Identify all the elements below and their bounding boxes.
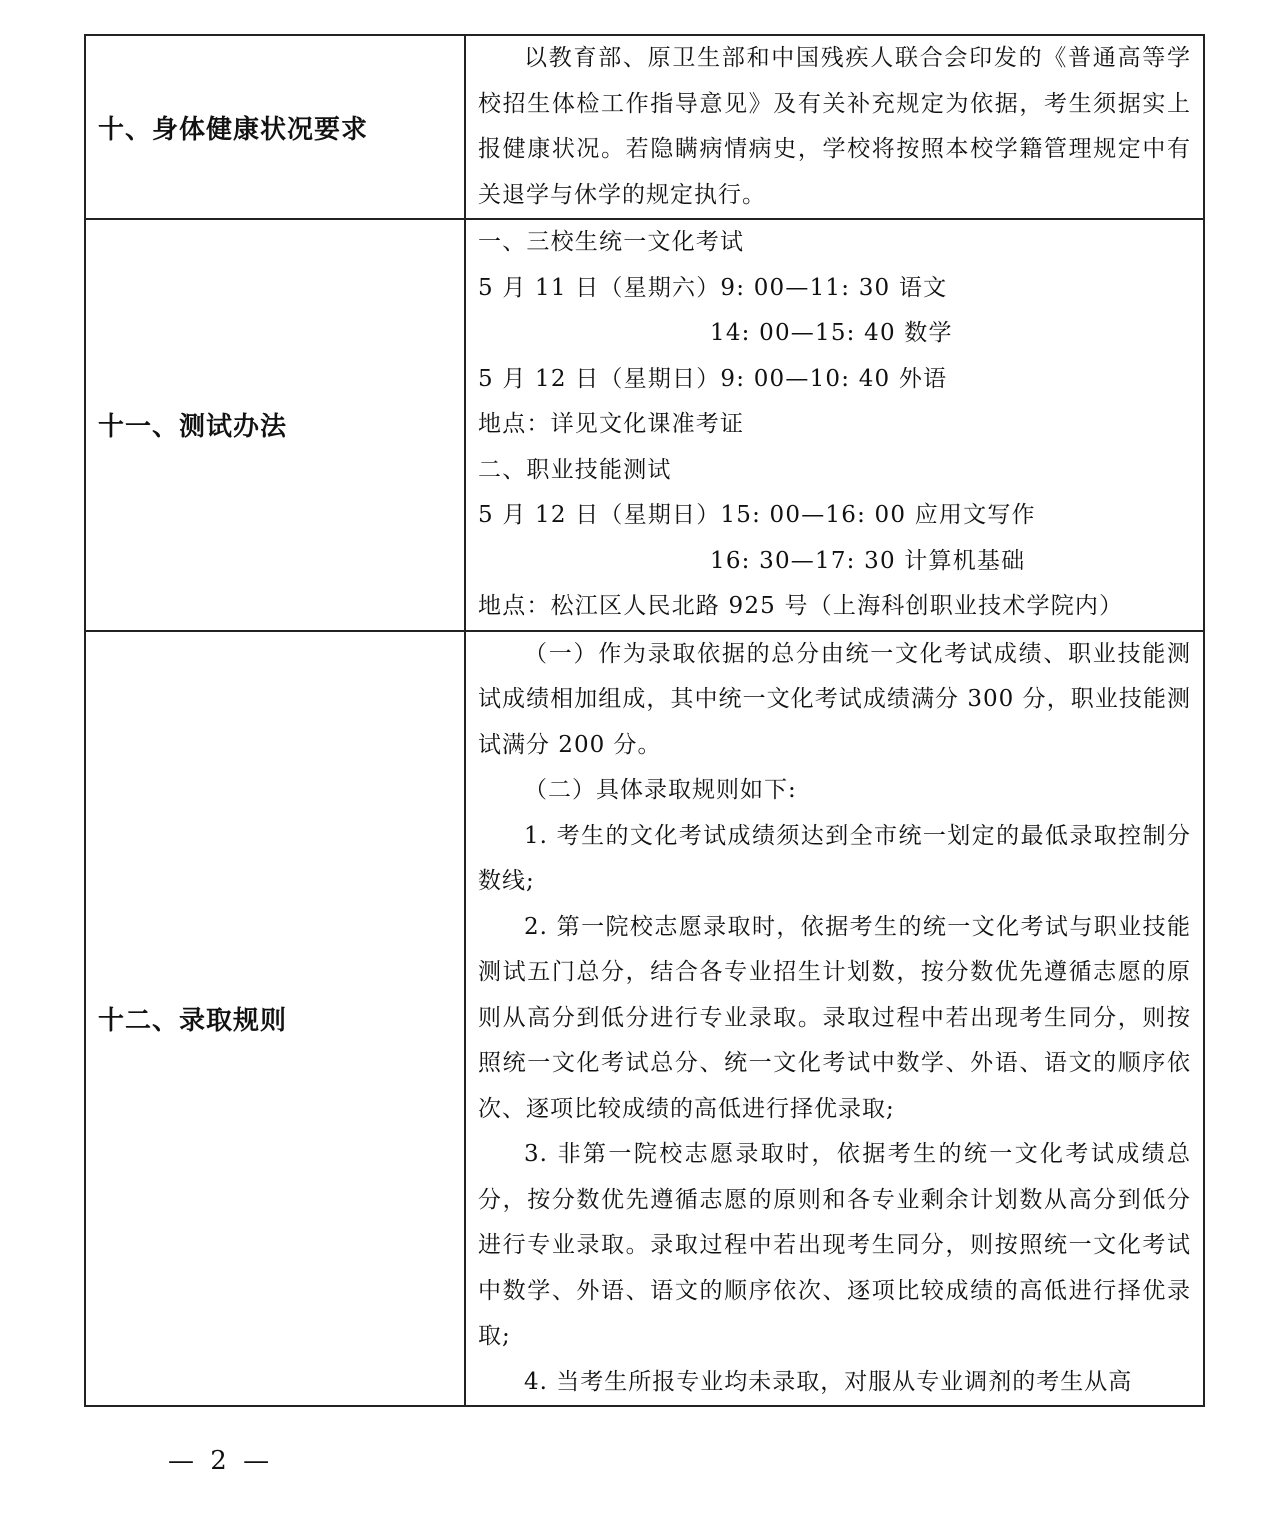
rule-paragraph: （一）作为录取依据的总分由统一文化考试成绩、职业技能测试成绩相加组成，其中统一文化考试成绩满分 300 分，职业技能测试满分 200 分。 xyxy=(478,640,1191,758)
skill-location-line: 地点：松江区人民北路 925 号（上海科创职业技术学院内） xyxy=(478,593,1124,619)
row-label-test-method: 十一、测试办法 xyxy=(98,412,288,443)
requirements-table xyxy=(84,34,1205,1407)
rule-paragraph: 1. 考生的文化考试成绩须达到全市统一划定的最低录取控制分数线; xyxy=(478,822,1191,894)
table-row-admission-rules xyxy=(85,631,1204,1407)
row-label-cell xyxy=(85,35,465,219)
row-label-health: 十、身体健康状况要求 xyxy=(98,114,369,145)
rule-paragraph: 4. 当考生所报专业均未录取，对服从专业调剂的考生从高 xyxy=(524,1368,1133,1395)
row-content-cell xyxy=(465,35,1204,219)
exam-section-heading: 一、三校生统一文化考试 xyxy=(478,229,745,255)
table-row-health xyxy=(85,35,1204,219)
table-row-test-method xyxy=(85,219,1204,631)
health-paragraph: 以教育部、原卫生部和中国残疾人联合会印发的《普通高等学校招生体检工作指导意见》及有关补充规定为依据，考生须据实上报健康状况。若隐瞒病情病史，学校将按照本校学籍管理规定中有关退学与休学的规定执行。 xyxy=(478,45,1191,208)
row-content-cell xyxy=(465,631,1204,1407)
rule-paragraph: 2. 第一院校志愿录取时，依据考生的统一文化考试与职业技能测试五门总分，结合各专业招生计划数，按分数优先遵循志愿的原则从高分到低分进行专业录取。录取过程中若出现考生同分，则按照统一文化考试总分、统一文化考试中数学、外语、语文的顺序依次、逐项比较成绩的高低进行择优录取; xyxy=(478,913,1191,1122)
exam-schedule-line: 5 月 12 日（星期日）9: 00—10: 40 外语 xyxy=(478,365,948,392)
page-number: — 2 — xyxy=(168,1446,274,1476)
exam-location-line: 地点：详见文化课准考证 xyxy=(478,411,745,437)
skill-schedule-line: 5 月 12 日（星期日）15: 00—16: 00 应用文写作 xyxy=(478,502,1036,528)
row-label-cell xyxy=(85,219,465,631)
row-content-cell xyxy=(465,219,1204,631)
skill-test-heading: 二、职业技能测试 xyxy=(478,456,672,483)
exam-schedule-line: 5 月 11 日（星期六）9: 00—11: 30 语文 xyxy=(478,274,948,301)
row-label-admission-rules: 十二、录取规则 xyxy=(98,1005,288,1036)
skill-schedule-line: 16: 30—17: 30 计算机基础 xyxy=(710,547,1026,574)
rule-paragraph: （二）具体录取规则如下: xyxy=(524,777,797,803)
rule-paragraph: 3. 非第一院校志愿录取时，依据考生的统一文化考试成绩总分，按分数优先遵循志愿的原则和各专业剩余计划数从高分到低分进行专业录取。录取过程中若出现考生同分，则按照统一文化考试中数学、外语、语文的顺序依次、逐项比较成绩的高低进行择优录取; xyxy=(478,1141,1191,1349)
row-label-cell xyxy=(85,631,465,1407)
exam-schedule-line: 14: 00—15: 40 数学 xyxy=(710,320,953,346)
